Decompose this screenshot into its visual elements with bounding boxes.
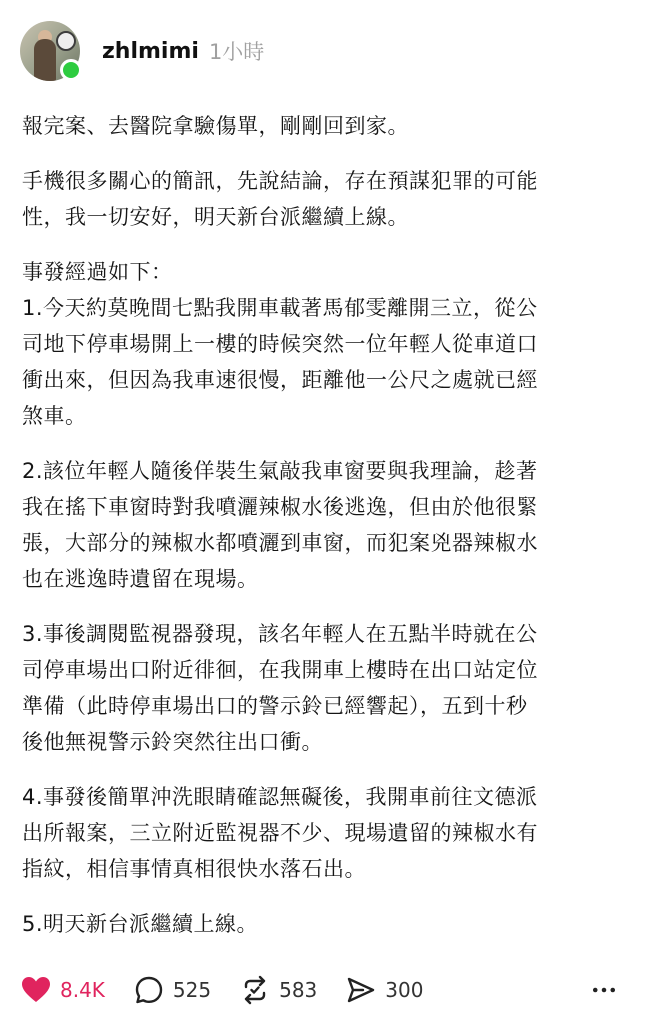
share-count: 300 [385,978,424,1002]
more-dots-icon [590,976,618,1004]
post-paragraph: 4.事發後簡單沖洗眼睛確認無礙後，我開車前往文德派 出所報案，三立附近監視器不少、現場遺留的辣椒水有 指紋，相信事情真相很快水落石出。 [22,785,538,881]
post-paragraph: 事發經過如下： 1.今天約莫晚間七點我開車載著馬郁雯離開三立，從公 司地下停車場開上一樓的時候突然一位年輕人從車道口 衝出來，但因為我車速很慢，距離他一公尺之處就已經 煞車。 [22,260,538,428]
heart-icon [20,974,52,1006]
share-button[interactable] [345,974,423,1006]
repost-icon [239,974,271,1006]
post-body [22,108,612,961]
send-icon [345,974,377,1006]
post-paragraph: 5.明天新台派繼續上線。 [22,912,259,936]
avatar[interactable] [20,21,80,81]
online-status-dot [60,59,82,81]
comment-bubble-icon [133,974,165,1006]
like-button[interactable] [20,974,105,1006]
comment-count: 525 [172,978,212,1002]
post-header [20,20,264,82]
post-paragraph: 手機很多關心的簡訊，先說結論，存在預謀犯罪的可能 性，我一切安好，明天新台派繼續上線。 [22,169,538,229]
more-options-button[interactable] [584,974,624,1006]
post-paragraph: 報完案、去醫院拿驗傷單，剛剛回到家。 [22,114,409,138]
like-count: 8.4K [60,978,105,1002]
username[interactable]: zhlmimi [102,38,199,64]
post-paragraph: 2.該位年輕人隨後佯裝生氣敲我車窗要與我理論，趁著 我在搖下車窗時對我噴灑辣椒水後逃逸，但由於他很緊 張，大部分的辣椒水都噴灑到車窗，而犯案兇器辣椒水 也在逃逸時遺留在現場。 [22,459,538,591]
comment-button[interactable] [133,974,211,1006]
action-bar [20,970,630,1010]
repost-count: 583 [279,978,318,1002]
repost-button[interactable] [239,974,317,1006]
post-time: 1小時 [208,40,265,64]
post-paragraph: 3.事後調閱監視器發現，該名年輕人在五點半時就在公 司停車場出口附近徘徊，在我開車上樓時在出口站定位 準備（此時停車場出口的警示鈴已經響起），五到十秒 後他無視警示鈴突然往出口衝。 [22,622,538,754]
